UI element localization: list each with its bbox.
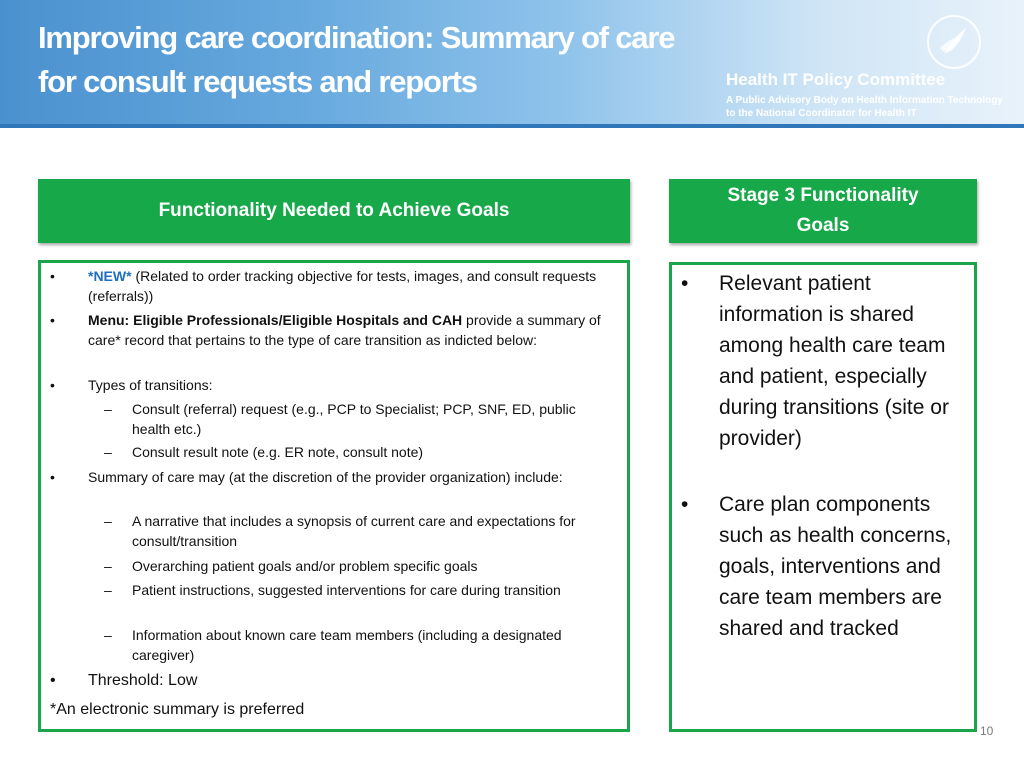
goal-item-text: Care plan components such as health concerns, goals, interventions and care team members are shared and tracked	[719, 493, 952, 640]
goals-header	[669, 179, 977, 243]
org-tagline-line1: A Public Advisory Body on Health Information Technology	[726, 95, 1003, 106]
org-tagline	[726, 94, 1003, 120]
slide-title-line2: for consult requests and reports	[38, 64, 477, 99]
org-tagline-line2: to the National Coordinator for Health IT	[726, 108, 917, 119]
bullet-marker: •	[681, 272, 689, 295]
goal-item	[681, 489, 964, 644]
dash-marker: –	[104, 558, 112, 574]
bullet-marker: •	[50, 268, 55, 284]
bullet-marker: •	[50, 312, 55, 328]
bullet-marker: •	[50, 672, 56, 689]
dash-marker: –	[104, 627, 112, 643]
list-item	[50, 310, 618, 350]
list-item-text: Patient instructions, suggested interventions for care during transition	[132, 582, 561, 598]
list-item-text: Summary of care may (at the discretion of the provider organization) include:	[88, 469, 563, 485]
list-item-text: Overarching patient goals and/or problem specific goals	[132, 558, 478, 574]
hitpc-logo	[726, 14, 1016, 122]
list-item	[104, 511, 602, 551]
dash-marker: –	[104, 582, 112, 598]
hhs-eagle-icon	[926, 14, 982, 70]
footnote: *An electronic summary is preferred	[50, 701, 305, 718]
goal-item-text: Relevant patient information is shared among health care team and patient, especially during transitions (site or provider)	[719, 272, 949, 450]
list-item	[50, 467, 618, 487]
list-item	[104, 580, 602, 600]
list-item-text: Threshold: Low	[88, 672, 198, 689]
dash-marker: –	[104, 513, 112, 529]
new-tag: *NEW*	[88, 268, 132, 284]
page-number: 10	[980, 724, 994, 738]
goals-header-line1: Stage 3 Functionality	[727, 185, 919, 206]
dash-marker: –	[104, 444, 112, 460]
slide-title	[38, 16, 674, 104]
org-name: Health IT Policy Committee	[726, 70, 946, 89]
functionality-header: Functionality Needed to Achieve Goals	[38, 179, 630, 243]
list-item	[50, 375, 618, 395]
list-item	[104, 399, 602, 439]
list-item	[50, 671, 618, 691]
list-item-text: (Related to order tracking objective for tests, images, and consult requests (referrals))	[88, 268, 597, 304]
goals-header-line2: Goals	[796, 215, 850, 236]
goal-item	[681, 268, 964, 454]
list-item-text: Types of transitions:	[88, 377, 213, 393]
list-item-text: Consult (referral) request (e.g., PCP to Specialist; PCP, SNF, ED, public health etc.)	[132, 401, 576, 437]
slide-title-line1: Improving care coordination: Summary of care	[38, 20, 675, 55]
bullet-marker: •	[681, 493, 689, 516]
bullet-marker: •	[50, 377, 55, 393]
list-item-text: A narrative that includes a synopsis of current care and expectations for consult/transition	[132, 513, 576, 549]
list-item-text: Information about known care team members (including a designated caregiver)	[132, 627, 562, 663]
menu-label: Menu: Eligible Professionals/Eligible Hospitals and CAH	[88, 312, 463, 328]
list-item	[104, 442, 602, 462]
list-item	[104, 625, 602, 665]
list-item-text: Consult result note (e.g. ER note, consult note)	[132, 444, 424, 460]
list-item	[104, 556, 602, 576]
bullet-marker: •	[50, 469, 55, 485]
list-item	[50, 266, 618, 306]
dash-marker: –	[104, 401, 112, 417]
list-item-text: provide a summary of care* record that pertains to the type of care transition as indicted below:	[88, 312, 601, 348]
